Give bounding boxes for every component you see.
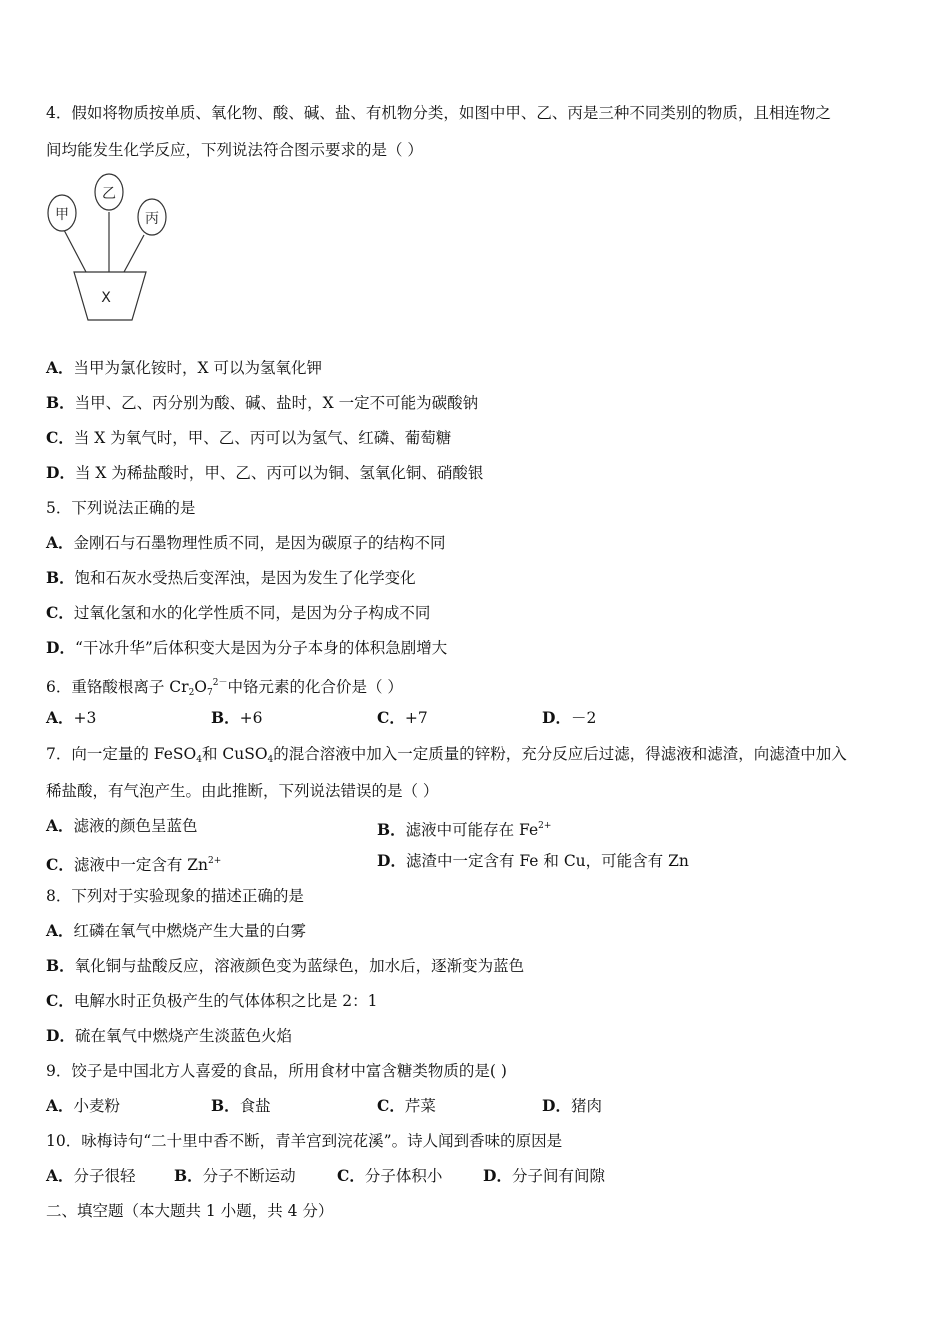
q9-options — [46, 1096, 906, 1116]
option-text: 过氧化氢和水的化学性质不同，是因为分子构成不同 — [73, 604, 431, 622]
label-b: 乙 — [102, 186, 116, 202]
option-text: 食盐 — [239, 1097, 271, 1115]
q7-option-b — [377, 816, 551, 840]
option-key: C． — [46, 991, 74, 1010]
option-text: +6 — [239, 709, 263, 727]
q7-sub2: 4 — [267, 755, 274, 765]
q10-option-b — [174, 1166, 296, 1186]
option-text: 当甲、乙、丙分别为酸、碱、盐时，X 一定不可能为碳酸钠 — [74, 394, 479, 412]
option-key: C． — [377, 708, 405, 727]
stem-a — [64, 230, 86, 272]
option-text: 当 X 为氧气时，甲、乙、丙可以为氢气、红磷、葡萄糖 — [73, 429, 452, 447]
q7-options-row1 — [46, 816, 906, 839]
q6-stem-post: 中铬元素的化合价是（ ） — [227, 678, 403, 696]
option-key: C． — [46, 603, 74, 622]
q10-option-a — [46, 1166, 136, 1186]
stem-c — [124, 235, 144, 272]
option-text: 小麦粉 — [73, 1097, 121, 1115]
q10-options — [46, 1166, 906, 1186]
option-text: 分子不断运动 — [202, 1167, 296, 1185]
q6-sub1: 2 — [188, 688, 195, 698]
option-key: A． — [46, 921, 74, 940]
section-title: 二、填空题（本大题共 1 小题，共 4 分） — [46, 1202, 334, 1220]
option-text: 硫在氧气中燃烧产生淡蓝色火焰 — [74, 1027, 292, 1045]
q4-figure — [46, 172, 176, 327]
q5-option-a — [46, 533, 446, 553]
q7-l1-b: 和 CuSO — [201, 745, 268, 763]
option-text: 猪肉 — [570, 1097, 602, 1115]
q7-stem-line2: 稀盐酸，有气泡产生。由此推断，下列说法错误的是（ ） — [46, 782, 439, 800]
q7-option-c — [46, 851, 221, 875]
q10-stem: 10．咏梅诗句“二十里中香不断，青羊宫到浣花溪”。诗人闻到香味的原因是 — [46, 1132, 563, 1150]
q9-stem: 9．饺子是中国北方人喜爱的食品，所用食材中富含糖类物质的是( ) — [46, 1062, 507, 1080]
option-key: A． — [46, 708, 74, 727]
option-key: D． — [46, 463, 75, 482]
q6-sup: 2－ — [212, 678, 228, 688]
option-key: B． — [377, 820, 406, 839]
option-key: B． — [46, 568, 75, 587]
option-key: C． — [46, 428, 74, 447]
q10-option-d — [483, 1166, 605, 1186]
q9-option-c — [377, 1096, 436, 1116]
q7-sub1: 4 — [196, 755, 202, 765]
q4-stem-line2: 间均能发生化学反应，下列说法符合图示要求的是（ ） — [46, 141, 423, 159]
q5-option-d — [46, 638, 447, 658]
q9-option-d — [542, 1096, 602, 1116]
option-text: 分子间有间隙 — [511, 1167, 605, 1185]
q7-options-row2 — [46, 851, 906, 874]
label-c: 丙 — [145, 211, 159, 227]
option-text: +3 — [73, 709, 97, 727]
q5-option-c — [46, 603, 430, 623]
option-text: 饱和石灰水受热后变浑浊，是因为发生了化学变化 — [74, 569, 416, 587]
option-text: 芹菜 — [404, 1097, 436, 1115]
q6-option-d — [542, 708, 596, 728]
label-a: 甲 — [55, 207, 69, 223]
option-key: D． — [542, 708, 571, 727]
option-key: A． — [46, 1096, 74, 1115]
q10-option-c — [337, 1166, 442, 1186]
option-key: C． — [377, 1096, 405, 1115]
q6-option-a — [46, 708, 96, 728]
q4-stem-line1: 4．假如将物质按单质、氧化物、酸、碱、盐、有机物分类，如图中甲、乙、丙是三种不同类别的物质，且相连物之 — [46, 104, 831, 122]
q7-option-a — [46, 816, 198, 836]
option-text: 滤液的颜色呈蓝色 — [73, 817, 198, 835]
q4-option-b — [46, 393, 478, 413]
option-text: 分子体积小 — [364, 1167, 443, 1185]
option-key: C． — [337, 1166, 365, 1185]
q7-l1-c: 的混合溶液中加入一定质量的锌粉，充分反应后过滤，得滤液和滤渣，向滤渣中加入 — [273, 745, 847, 763]
option-key: B． — [174, 1166, 203, 1185]
q6-option-b — [211, 708, 262, 728]
q9-option-b — [211, 1096, 271, 1116]
q8-stem: 8．下列对于实验现象的描述正确的是 — [46, 887, 304, 905]
option-text: +7 — [404, 709, 428, 727]
q7-stem-line1 — [46, 744, 847, 770]
q7-l1-a: 7．向一定量的 FeSO — [46, 745, 197, 763]
option-text: 红磷在氧气中燃烧产生大量的白雾 — [73, 922, 307, 940]
q4-option-c — [46, 428, 451, 448]
q5-stem: 5．下列说法正确的是 — [46, 499, 196, 517]
option-key: D． — [46, 1026, 75, 1045]
q4-option-a — [46, 358, 322, 378]
label-x: X — [101, 290, 111, 306]
q4-option-d — [46, 463, 483, 483]
q6-stem — [46, 673, 403, 703]
option-text: 分子很轻 — [73, 1167, 136, 1185]
option-key: D． — [542, 1096, 571, 1115]
q7-option-d — [377, 851, 689, 871]
q8-option-b — [46, 956, 524, 976]
option-sup: 2+ — [538, 821, 552, 831]
option-key: B． — [211, 1096, 240, 1115]
option-text: 滤液中一定含有 Zn — [73, 856, 209, 874]
option-text: 氧化铜与盐酸反应，溶液颜色变为蓝绿色，加水后，逐渐变为蓝色 — [74, 957, 525, 975]
q9-option-a — [46, 1096, 120, 1116]
option-text: －2 — [570, 709, 597, 727]
flower-pot-diagram — [46, 172, 176, 327]
option-text: 金刚石与石墨物理性质不同，是因为碳原子的结构不同 — [73, 534, 446, 552]
q8-option-d — [46, 1026, 292, 1046]
option-key: D． — [483, 1166, 512, 1185]
option-key: A． — [46, 1166, 74, 1185]
option-key: B． — [46, 393, 75, 412]
option-key: A． — [46, 816, 74, 835]
q6-sub2: 7 — [207, 688, 213, 698]
q6-options — [46, 708, 906, 728]
q6-option-c — [377, 708, 428, 728]
option-key: C． — [46, 855, 74, 874]
q6-stem-pre: 6．重铬酸根离子 Cr — [46, 678, 189, 696]
q5-option-b — [46, 568, 416, 588]
q8-option-c — [46, 991, 378, 1011]
option-key: A． — [46, 358, 74, 377]
option-key: B． — [46, 956, 75, 975]
option-key: A． — [46, 533, 74, 552]
option-text: 滤渣中一定含有 Fe 和 Cu，可能含有 Zn — [405, 852, 689, 870]
option-text: 当 X 为稀盐酸时，甲、乙、丙可以为铜、氢氧化铜、硝酸银 — [74, 464, 484, 482]
option-key: D． — [46, 638, 75, 657]
option-text: 电解水时正负极产生的气体体积之比是 2：1 — [73, 992, 378, 1010]
option-text: “干冰升华”后体积变大是因为分子本身的体积急剧增大 — [74, 639, 448, 657]
option-sup: 2+ — [208, 856, 222, 866]
option-text: 滤液中可能存在 Fe — [405, 821, 539, 839]
option-key: B． — [211, 708, 240, 727]
q8-option-a — [46, 921, 306, 941]
option-key: D． — [377, 851, 406, 870]
q6-mid: O — [194, 678, 208, 696]
option-text: 当甲为氯化铵时，X 可以为氢氧化钾 — [73, 359, 322, 377]
